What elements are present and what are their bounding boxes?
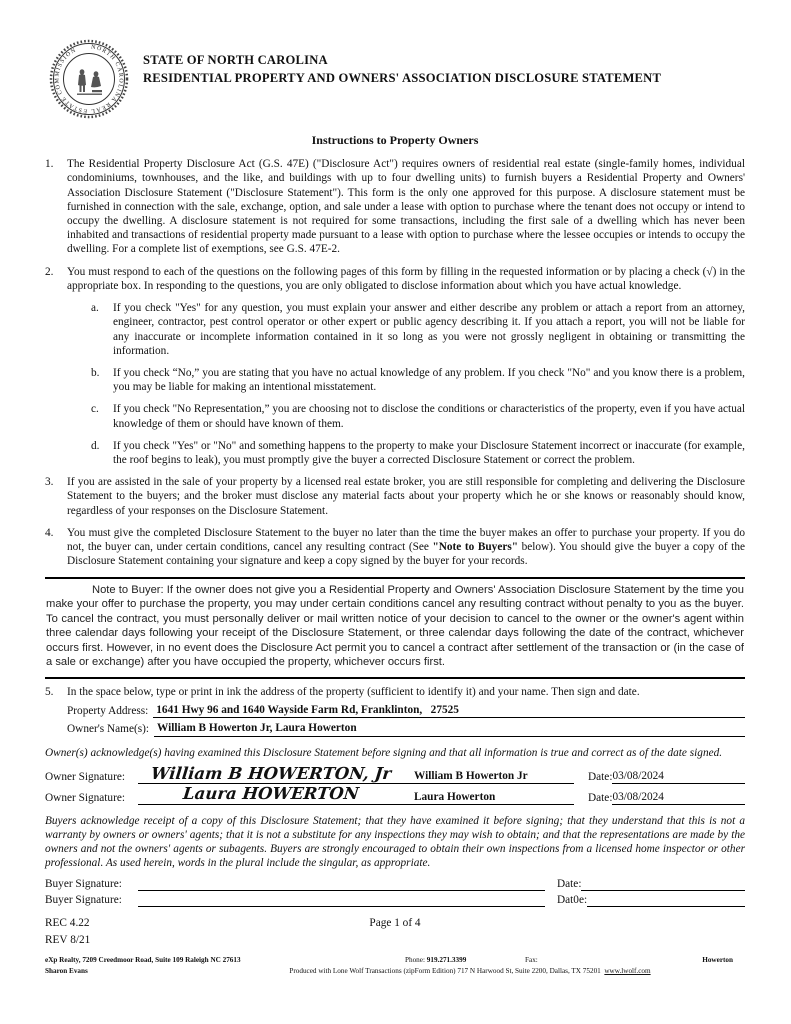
nc-real-estate-commission-seal [49, 38, 129, 120]
property-address-row [67, 703, 745, 718]
sub-item-text: If you check "Yes" or "No" and something happens to the property to make your Disclosure Statement incorrect or inaccurate (for example, the roof begins to leak), you must promptly give the buyer a corrected Disclosure Statement or correct the problem. [113, 439, 745, 467]
client-name-tag: Howerton [702, 955, 733, 964]
brokerage-office: eXp Realty, 7209 Creedmoor Road, Suite 109 Raleigh NC 27613 [45, 955, 241, 964]
owner-signature-field[interactable] [138, 763, 404, 785]
item-text: If you are assisted in the sale of your property by a licensed real estate broker, you are still responsible for completing and delivering the Disclosure Statement to the buyers; and the broker must disclose any material facts about your property which he or she knows or reasonably should know, regardless of your responses on the Disclosure Statement. [67, 476, 745, 517]
sub-item-text: If you check “No,” you are stating that you have no actual knowledge of any problem. If you check "No" and you know there is a problem, you may be liable for making an intentional misstatement. [113, 366, 745, 394]
seal-figures [77, 69, 102, 95]
buyer-date-field[interactable] [581, 877, 745, 891]
phone-label: Phone: [405, 955, 425, 964]
buyer-signature-field[interactable] [138, 893, 545, 907]
owner-printed-name: Laura Howerton [404, 790, 574, 805]
owner-signature-label: Owner Signature: [45, 771, 125, 784]
sub-item-letter: c. [91, 403, 99, 416]
sub-item-letter: a. [91, 302, 99, 315]
item-number: 4. [45, 526, 54, 539]
instruction-item-2c [91, 402, 745, 430]
produced-with-text: Produced with Lone Wolf Transactions (zipForm Edition) 717 N Harwood St, Suite 2200, Dallas, TX 75201 [289, 966, 601, 975]
buyer-signature-field[interactable] [138, 877, 545, 891]
agent-name: Sharon Evans [45, 966, 88, 975]
svg-text:NORTH CAROLINA REAL ESTATE COM [54, 44, 123, 113]
owner-signature-handwriting: William B HOWERTON, Jr [150, 763, 393, 783]
item-number: 2. [45, 265, 54, 278]
state-title: STATE OF NORTH CAROLINA [143, 53, 328, 67]
owner-signature-handwriting: Laura HOWERTON [182, 784, 360, 804]
fax-label: Fax: [525, 955, 538, 964]
instruction-item-3 [45, 475, 745, 518]
sub-item-text: If you check "No Representation,” you are choosing not to disclose the conditions or characteristics of the property, even if you have actual knowledge of them or should have known of them. [113, 403, 745, 430]
instruction-item-2b [91, 366, 745, 394]
form-title: RESIDENTIAL PROPERTY AND OWNERS' ASSOCIATION DISCLOSURE STATEMENT [143, 71, 662, 86]
broker-footer [45, 956, 745, 976]
owners-names-row [67, 721, 745, 736]
sub-item-letter: d. [91, 439, 100, 452]
owner-signature-date[interactable]: 03/08/2024 [612, 769, 745, 784]
owner-acknowledgment: Owner(s) acknowledge(s) having examined this Disclosure Statement before signing and that all information is true and correct as of the date signed. [45, 746, 723, 759]
sub-item-letter: b. [91, 366, 100, 379]
item-text [67, 526, 745, 569]
property-address-value[interactable]: 1641 Hwy 96 and 1640 Wayside Farm Rd, Franklinton, 27525 [153, 703, 745, 718]
buyer-signature-label: Buyer Signature: [45, 877, 122, 890]
rec-number: REC 4.22 [45, 917, 90, 930]
phone-number: 919.271.3399 [426, 955, 467, 964]
property-address-label: Property Address: [67, 705, 149, 718]
date-label: Date: [588, 791, 613, 804]
instruction-item-4 [45, 526, 745, 569]
item-text: In the space below, type or print in ink the address of the property (sufficient to identify it) and your name. Then sign and date. [67, 685, 640, 698]
instruction-item-2 [45, 265, 745, 476]
form-footer [45, 916, 745, 930]
item-number: 1. [45, 158, 54, 171]
item-text: The Residential Property Disclosure Act (G.S. 47E) ("Disclosure Act") requires owners of residential real estate (single-family homes, individual condominiums, townhouses, and the like, and buildings with up to four dwelling units) to furnish buyers a Residential Property and Owners' Association Disclosure Statement ("Disclosure Statement"). This form is the only one approved for this purpose. A disclosure statement must be furnished in connection with the sale, exchange, option, and sale under a lease with option to purchase where the tenant does not occupy or intend to occupy the dwelling. A disclosure statement is not required for some transactions, including the first sale of a dwelling which has never been inhabited and transactions of residential property made pursuant to a lease with option to purchase where the lessee occupies or intends to occupy the dwelling. For a complete list of exemptions, see G.S. 47E-2. [67, 158, 745, 256]
note-to-buyers-reference: "Note to Buyers" [432, 541, 519, 554]
instructions-heading: Instructions to Property Owners [311, 133, 479, 147]
buyer-signature-label: Buyer Signature: [45, 893, 122, 906]
item-text: You must respond to each of the questions on the following pages of this form by filling in the requested information or by placing a check (√) in the appropriate box. In responding to the questions, you are only obligated to disclose information about which you have actual knowledge. [67, 265, 745, 292]
date-label: Date: [557, 877, 582, 890]
item-number: 3. [45, 476, 54, 489]
sub-item-text: If you check "Yes" for any question, you must explain your answer and either describe any problem or attach a report from an attorney, engineer, contractor, pest control operator or other expert or public agency describing it. If you attach a report, you will not be liable for any inaccurate or incomplete information contained in it so long as you were not grossly negligent in obtaining or transmitting the information. [113, 302, 745, 357]
instruction-item-2a [91, 301, 745, 358]
owner-signature-row-1 [45, 763, 745, 785]
owners-names-value[interactable]: William B Howerton Jr, Laura Howerton [154, 721, 745, 736]
owner-printed-name: William B Howerton Jr [404, 769, 574, 784]
item4-text-pre: You must give the completed Disclosure Statement to the buyer no later than the time the buyer makes an offer to purchase your property. If you do not, the buyer can, under certain conditions, cancel any resulting contract (See [67, 526, 745, 554]
buyer-acknowledgment: Buyers acknowledge receipt of a copy of this Disclosure Statement; that they have examined it before signing; that they understand that this is not a warranty by owners or owners' agents; that it is not a substitute for any inspections they may wish to obtain; and that the representations are made by the owners and not the owners' agents or subagents. Buyers are strongly encouraged to obtain their own inspections from a licensed home inspector or other professional. As used herein, words in the plural include the singular, as appropriate. [45, 814, 745, 870]
owners-names-label: Owner's Name(s): [67, 723, 150, 736]
instruction-item-2d [91, 439, 745, 467]
lwolf-link[interactable]: www.lwolf.com [604, 966, 651, 975]
owner-signature-date[interactable]: 03/08/2024 [612, 790, 745, 805]
buyer-signature-row-1 [45, 877, 745, 891]
buyer-date-field[interactable] [587, 893, 745, 907]
instruction-item-5 [45, 685, 745, 699]
seal-ring-text: NORTH CAROLINA REAL ESTATE COMMISSION [54, 44, 124, 114]
owner-signature-field[interactable] [138, 786, 404, 805]
owner-signature-row-2 [45, 786, 745, 805]
document-header [45, 38, 745, 120]
rev-number: REV 8/21 [45, 934, 91, 947]
page-number: Page 1 of 4 [369, 917, 421, 930]
item-number: 5. [45, 685, 54, 698]
date-label: Dat0e: [557, 893, 588, 906]
owner-signature-label: Owner Signature: [45, 791, 125, 804]
buyer-signature-row-2 [45, 893, 745, 907]
date-label: Date: [588, 771, 613, 784]
instruction-item-1 [45, 157, 745, 257]
item4-text-post: below). You should give the buyer a copy of the Disclosure Statement containing your signature and keep a copy signed by the buyer for your records. [67, 541, 745, 568]
note-to-buyer-section: Note to Buyer: If the owner does not give you a Residential Property and Owners' Association Disclosure Statement by the time you make your offer to purchase the property, you may under certain conditions cancel any resulting contract without penalty to you as the buyer. To cancel the contract, you must personally deliver or mail written notice of your decision to cancel to the owner or the owner's agent within three calendar days following your receipt of the Disclosure Statement, or three calendar days following the date of the contract, whichever occurs first. However, in no event does the Disclosure Act permit you to cancel a contract after settlement of the transaction or (in the case of a sale or exchange) after you have occupied the property, whichever occurs first. [45, 577, 745, 679]
